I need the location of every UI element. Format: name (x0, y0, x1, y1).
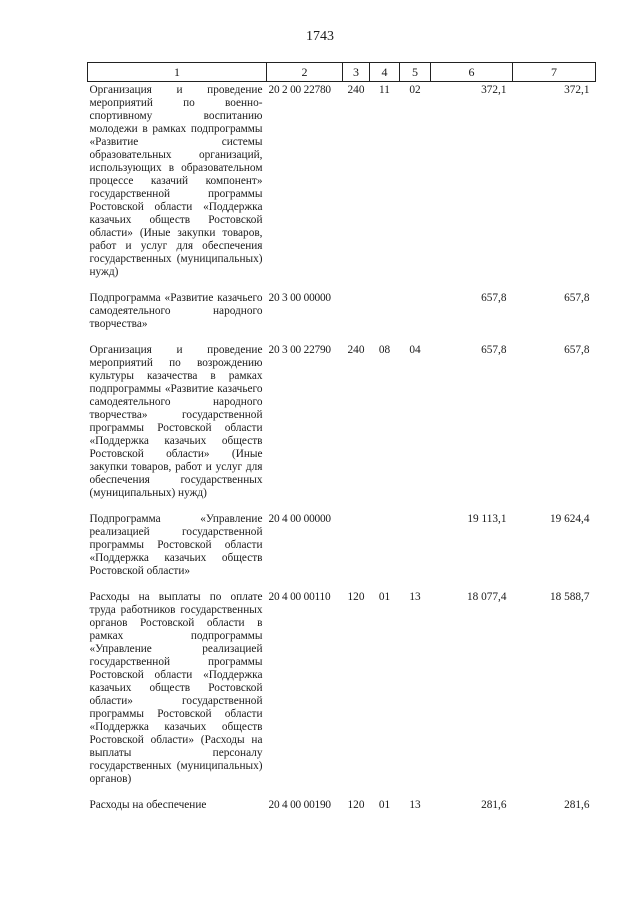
row-rz: 01 (378, 799, 391, 811)
row-pr: 02 (409, 84, 421, 96)
row-pr: 13 (409, 591, 421, 603)
table-header (88, 63, 596, 82)
header-col-1: 1 (88, 63, 267, 82)
row-pr (400, 290, 431, 342)
header-col-6: 6 (431, 63, 513, 82)
row-rz: 08 (378, 344, 391, 356)
row-pr (400, 511, 431, 589)
row-sum-1: 281,6 (481, 799, 507, 811)
row-sum-2: 18 588,7 (549, 591, 590, 603)
header-col-3: 3 (343, 63, 370, 82)
row-sum-1: 657,8 (481, 344, 507, 356)
row-rz (370, 511, 400, 589)
row-name: Расходы на выплаты по оплате труда работников государственных органов Ростовской области в рамках подпрограммы «Управление реализацией государственной программы Ростовской области «Поддержка казачьих обществ Ростовской области» государственной программы Ростовской области «Поддержка казачьих обществ Ростовской области» (Расходы на выплаты персоналу государственных (муниципальных) органов) (89, 591, 263, 785)
row-name: Подпрограмма «Управление реализацией государственной программы Ростовской области «Поддержка казачьих обществ Ростовской области» (89, 513, 263, 577)
table-row (88, 342, 596, 511)
row-rz (370, 290, 400, 342)
header-col-4: 4 (370, 63, 400, 82)
table-row (88, 290, 596, 342)
row-name: Расходы на обеспечение (89, 799, 207, 811)
row-sum-1: 372,1 (481, 84, 507, 96)
row-sum-1: 18 077,4 (466, 591, 507, 603)
row-rz: 11 (379, 84, 390, 96)
row-vr: 240 (347, 344, 365, 356)
header-row (88, 63, 596, 82)
row-sum-2: 657,8 (564, 344, 590, 356)
table-row (88, 82, 596, 291)
row-code: 20 4 00 00110 (268, 591, 331, 603)
row-rz: 01 (378, 591, 391, 603)
row-sum-1: 657,8 (481, 292, 507, 304)
row-vr (343, 511, 370, 589)
row-code: 20 4 00 00000 (268, 513, 331, 525)
row-code: 20 3 00 00000 (268, 292, 331, 304)
row-sum-2: 372,1 (564, 84, 590, 96)
row-pr: 04 (409, 344, 421, 356)
row-vr: 120 (347, 799, 365, 811)
row-sum-1: 19 113,1 (467, 513, 507, 525)
page-number: 1743 (306, 29, 334, 44)
table-row (88, 589, 596, 797)
row-name: Организация и проведение мероприятий по возрождению культуры казачества в рамках подпрограммы «Развитие казачьего самодеятельного народного творчества» государственной программы Ростовской области «Поддержка казачьих обществ Ростовской области» (Иные закупки товаров, работ и услуг для обеспечения государственных (муниципальных) нужд) (89, 344, 263, 499)
table-row (88, 511, 596, 589)
row-code: 20 4 00 00190 (268, 799, 331, 811)
table-body (88, 82, 596, 813)
row-vr: 120 (347, 591, 365, 603)
row-sum-2: 657,8 (564, 292, 590, 304)
row-sum-2: 19 624,4 (549, 513, 590, 525)
header-col-7: 7 (513, 63, 596, 82)
row-code: 20 3 00 22790 (268, 344, 331, 356)
row-sum-2: 281,6 (564, 799, 590, 811)
row-code: 20 2 00 22780 (268, 84, 331, 96)
row-pr: 13 (409, 799, 421, 811)
row-name: Подпрограмма «Развитие казачьего самодеятельного народного творчества» (89, 292, 263, 330)
header-col-5: 5 (400, 63, 431, 82)
row-vr (343, 290, 370, 342)
header-col-2: 2 (267, 63, 343, 82)
budget-table (87, 62, 596, 812)
row-name: Организация и проведение мероприятий по военно-спортивному воспитанию молодежи в рамках подпрограммы «Развитие системы образовательных организаций, использующих в образовательном процессе казачий компонент» государственной программы Ростовской области «Поддержка казачьих обществ Ростовской области» (Иные закупки товаров, работ и услуг для обеспечения государственных (муниципальных) нужд) (89, 84, 263, 278)
table-row (88, 797, 596, 812)
row-vr: 240 (347, 84, 365, 96)
